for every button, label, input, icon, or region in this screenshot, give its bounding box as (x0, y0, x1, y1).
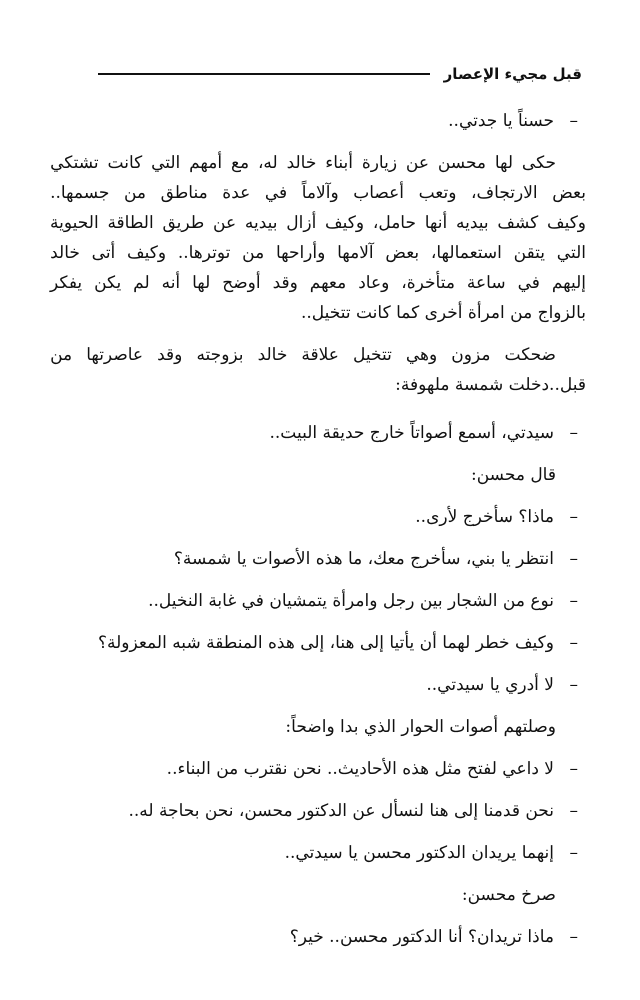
dialogue-line (50, 838, 586, 868)
text-line (50, 208, 586, 238)
word: خالد (286, 153, 317, 173)
dialogue-text: وكيف خطر لهما أن يأتيا إلى هنا، إلى هذه المنطقة شبه المعزولة؟ (97, 633, 554, 653)
word: يكن (94, 273, 122, 293)
word: الارتجاف، (471, 183, 538, 203)
dialogue-line (50, 418, 586, 448)
word: آلامها (337, 243, 374, 263)
word: خالد (50, 243, 80, 263)
word: تتخيل (352, 345, 392, 365)
word: توترها.. (177, 243, 231, 263)
word: زيارة (361, 153, 398, 173)
dialogue-dash: – (569, 549, 578, 569)
word: وآلاماً (301, 183, 339, 203)
word: عاصرتها (86, 345, 144, 365)
word: إليهم (551, 273, 586, 293)
word: أتى (91, 243, 116, 263)
narration-line: صرخ محسن: (461, 885, 556, 905)
text-line (50, 148, 586, 178)
paragraph (50, 340, 586, 400)
word: لم (133, 273, 150, 293)
word: مع (230, 153, 250, 173)
dialogue-line (50, 922, 586, 952)
word: حامل، (372, 213, 416, 233)
dialogue-text: ماذا تريدان؟ أنا الدكتور محسن.. خير؟ (289, 927, 554, 947)
word: طريق (162, 213, 205, 233)
dialogue-text: سيدتي، أسمع أصواتاً خارج حديقة البيت.. (269, 423, 554, 443)
dialogue-text: نحن قدمنا إلى هنا لنسأل عن الدكتور محسن، نحن بحاجة له.. (128, 801, 554, 821)
dialogue-text: لا أدري يا سيدتي.. (426, 675, 554, 695)
word: له، (257, 153, 278, 173)
word: معهم (309, 273, 347, 293)
word: يتقن (513, 243, 546, 263)
dialogue-line (50, 502, 586, 532)
word: خالد (257, 345, 288, 365)
word: بيديه (244, 213, 278, 233)
dialogue-line (50, 628, 586, 658)
word: كشف (497, 213, 539, 233)
word: كانت (107, 153, 143, 173)
word: بعض (552, 183, 586, 203)
word: عدة (222, 183, 251, 203)
text-line (50, 238, 586, 268)
word: وكيف (546, 213, 586, 233)
word: من (50, 345, 73, 365)
dialogue-line (50, 670, 586, 700)
dialogue-dash: – (569, 927, 578, 947)
word: وقد (272, 273, 298, 293)
word: في (264, 183, 288, 203)
word: تشتكي (50, 153, 99, 173)
word: جسمها.. (50, 183, 110, 203)
word: استعمالها، (430, 243, 502, 263)
word: لها (494, 153, 514, 173)
word: عن (213, 213, 237, 233)
dialogue-text: لا داعي لفتح مثل هذه الأحاديث.. نحن نقترب من البناء.. (166, 759, 554, 779)
dialogue-dash: – (569, 591, 578, 611)
running-header (98, 62, 582, 86)
dialogue-line (50, 544, 586, 574)
narration-line: قال محسن: (471, 465, 556, 485)
word: بعض (385, 243, 420, 263)
dialogue-dash: – (569, 423, 578, 443)
text-line (50, 340, 586, 370)
word: وأراحها (275, 243, 326, 263)
word: أعصاب (353, 183, 405, 203)
dialogue-dash: – (569, 675, 578, 695)
word: في (517, 273, 540, 293)
text-line (50, 178, 586, 208)
word: لها (192, 273, 211, 293)
word: عن (405, 153, 429, 173)
page-body (50, 106, 586, 952)
word: علاقة (301, 345, 339, 365)
dialogue-text: انتظر يا بني، سأخرج معك، ما هذه الأصوات يا شمسة؟ (173, 549, 554, 569)
word: وتعب (418, 183, 457, 203)
dialogue-dash: – (569, 843, 578, 863)
word: يفكر (50, 273, 83, 293)
word: أمهم (189, 153, 223, 173)
word: من (242, 243, 265, 263)
word: من (123, 183, 147, 203)
word: الطاقة (107, 213, 154, 233)
dialogue-dash: – (569, 759, 578, 779)
text-line (50, 268, 586, 298)
dialogue-dash: – (569, 801, 578, 821)
word: محسن (437, 153, 487, 173)
dialogue-dash: – (569, 507, 578, 527)
word: أزال (286, 213, 317, 233)
word: التي (151, 153, 181, 173)
word: بيديه (455, 213, 489, 233)
dialogue-dash: – (569, 111, 578, 131)
paragraph (50, 148, 586, 328)
word: وهي (405, 345, 438, 365)
word: ساعة (466, 273, 506, 293)
word: مزون (451, 345, 491, 365)
dialogue-line (50, 796, 586, 826)
word: أوضح (222, 273, 261, 293)
word: ضحكت (504, 345, 556, 365)
word: الحيوية (50, 213, 99, 233)
word: متأخرة، (401, 273, 455, 293)
word: أنها (424, 213, 448, 233)
word: وقد (157, 345, 183, 365)
dialogue-line (50, 586, 586, 616)
word: حكى (521, 153, 556, 173)
narration-line: وصلتهم أصوات الحوار الذي بدا واضحاً: (285, 717, 556, 737)
dialogue-line (50, 754, 586, 784)
word: وكيف (127, 243, 167, 263)
dialogue-dash: – (569, 633, 578, 653)
dialogue-text: نوع من الشجار بين رجل وامرأة يتمشيان في غابة النخيل.. (148, 591, 554, 611)
word: وكيف (325, 213, 365, 233)
word: أنه (161, 273, 181, 293)
book-title: قبل مجيء الإعصار (443, 65, 582, 83)
dialogue-text: ماذا؟ سأخرج لأرى.. (415, 507, 554, 527)
word: بزوجته (196, 345, 244, 365)
dialogue-text: حسناً يا جدتي.. (448, 111, 554, 131)
text-line: قبل..دخلت شمسة ملهوفة: (395, 375, 586, 395)
word: مناطق (160, 183, 208, 203)
text-line: بالزواج من امرأة أخرى كما كانت تتخيل.. (300, 303, 586, 323)
word: وعاد (358, 273, 390, 293)
dialogue-line (50, 106, 586, 136)
word: أبناء (325, 153, 353, 173)
header-rule (98, 73, 430, 75)
word: التي (556, 243, 586, 263)
dialogue-text: إنهما يريدان الدكتور محسن يا سيدتي.. (284, 843, 554, 863)
